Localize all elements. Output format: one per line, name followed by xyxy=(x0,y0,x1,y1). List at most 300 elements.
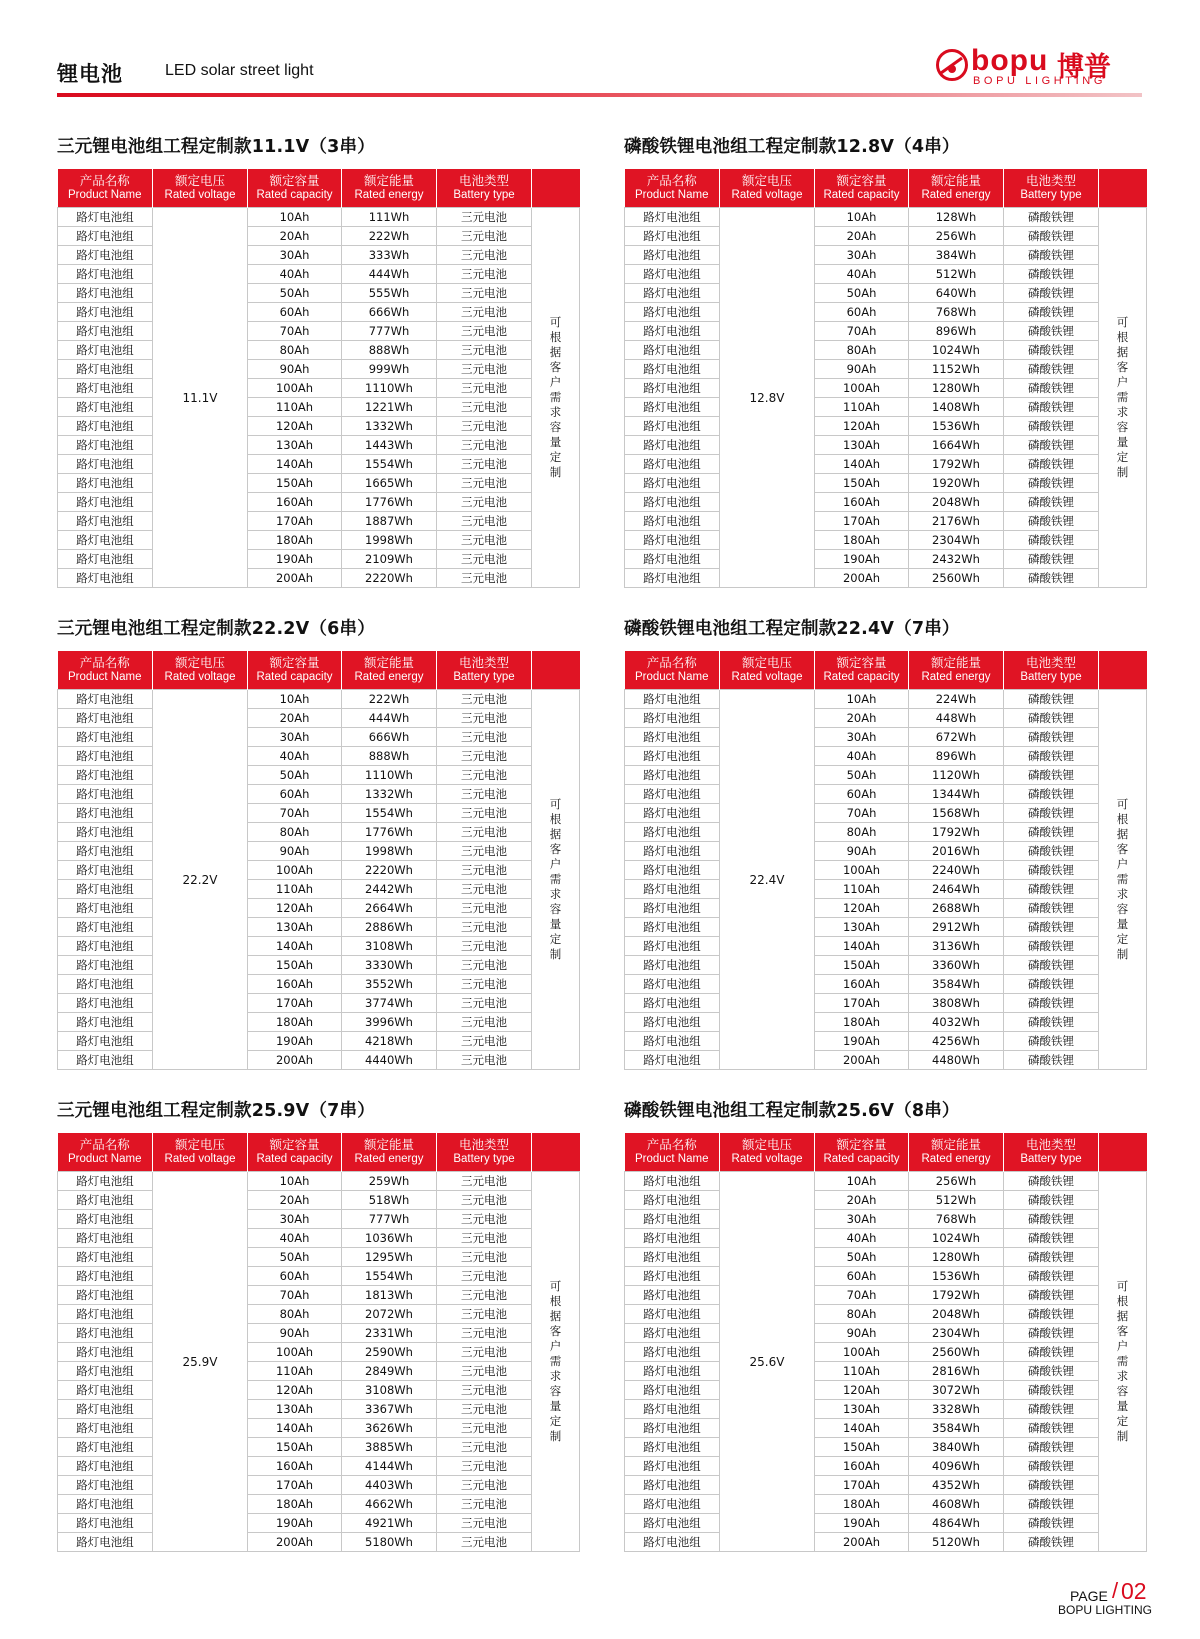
cell-rated-energy: 3136Wh xyxy=(909,937,1004,956)
column-header-cn: 电池类型 xyxy=(458,173,509,188)
cell-product-name: 路灯电池组 xyxy=(58,1013,153,1032)
table-row xyxy=(625,341,1147,360)
cell-rated-energy: 2016Wh xyxy=(909,842,1004,861)
cell-product-name: 路灯电池组 xyxy=(58,1514,153,1533)
cell-battery-type: 磷酸铁锂 xyxy=(1004,994,1099,1013)
cell-product-name: 路灯电池组 xyxy=(625,398,720,417)
cell-battery-type: 磷酸铁锂 xyxy=(1004,1051,1099,1070)
table-row xyxy=(58,861,580,880)
cell-rated-capacity: 170Ah xyxy=(248,994,342,1013)
cell-rated-energy: 1536Wh xyxy=(909,417,1004,436)
cell-rated-energy: 256Wh xyxy=(909,227,1004,246)
cell-battery-type: 三元电池 xyxy=(437,1305,532,1324)
cell-rated-energy: 1920Wh xyxy=(909,474,1004,493)
cell-battery-type: 磷酸铁锂 xyxy=(1004,1210,1099,1229)
table-row xyxy=(625,550,1147,569)
cell-customization-note xyxy=(1099,690,1147,1070)
cell-product-name: 路灯电池组 xyxy=(625,227,720,246)
cell-battery-type: 三元电池 xyxy=(437,360,532,379)
table-row xyxy=(625,1343,1147,1362)
cell-rated-capacity: 60Ah xyxy=(248,1267,342,1286)
cell-product-name: 路灯电池组 xyxy=(58,899,153,918)
cell-rated-energy: 672Wh xyxy=(909,728,1004,747)
cell-rated-energy: 2664Wh xyxy=(342,899,437,918)
column-header-en: Battery type xyxy=(453,189,515,201)
column-header-cn: 额定容量 xyxy=(836,655,887,670)
cell-rated-energy: 4403Wh xyxy=(342,1476,437,1495)
table-header-row xyxy=(58,651,580,690)
cell-rated-capacity: 50Ah xyxy=(815,1248,909,1267)
table-row xyxy=(625,455,1147,474)
table-row xyxy=(625,1457,1147,1476)
cell-battery-type: 三元电池 xyxy=(437,1248,532,1267)
cell-product-name: 路灯电池组 xyxy=(625,1248,720,1267)
cell-rated-energy: 1332Wh xyxy=(342,785,437,804)
section-title: 三元锂电池组工程定制款25.9V（7串） xyxy=(57,1101,375,1121)
cell-rated-capacity: 100Ah xyxy=(248,861,342,880)
table-row xyxy=(625,975,1147,994)
cell-battery-type: 三元电池 xyxy=(437,804,532,823)
cell-product-name: 路灯电池组 xyxy=(625,1381,720,1400)
cell-product-name: 路灯电池组 xyxy=(625,569,720,588)
cell-rated-energy: 1152Wh xyxy=(909,360,1004,379)
column-header xyxy=(815,169,909,208)
cell-rated-energy: 1792Wh xyxy=(909,1286,1004,1305)
table-row xyxy=(625,265,1147,284)
cell-rated-voltage: 22.2V xyxy=(153,690,248,1070)
cell-product-name: 路灯电池组 xyxy=(58,1362,153,1381)
cell-rated-energy: 1036Wh xyxy=(342,1229,437,1248)
cell-battery-type: 三元电池 xyxy=(437,1191,532,1210)
cell-rated-capacity: 200Ah xyxy=(248,1533,342,1552)
cell-product-name: 路灯电池组 xyxy=(58,880,153,899)
column-header-cn: 额定电压 xyxy=(174,1137,225,1152)
table-row xyxy=(625,1533,1147,1552)
cell-product-name: 路灯电池组 xyxy=(625,512,720,531)
column-header xyxy=(720,651,815,690)
table-row xyxy=(58,785,580,804)
cell-product-name: 路灯电池组 xyxy=(625,1286,720,1305)
cell-product-name: 路灯电池组 xyxy=(58,1457,153,1476)
cell-rated-capacity: 40Ah xyxy=(248,265,342,284)
cell-rated-capacity: 150Ah xyxy=(815,474,909,493)
table-row xyxy=(58,747,580,766)
table-row xyxy=(58,303,580,322)
cell-battery-type: 磷酸铁锂 xyxy=(1004,455,1099,474)
cell-rated-capacity: 190Ah xyxy=(248,1514,342,1533)
column-header-en: Product Name xyxy=(67,671,142,683)
cell-battery-type: 磷酸铁锂 xyxy=(1004,493,1099,512)
table-header-row xyxy=(58,169,580,208)
cell-rated-capacity: 20Ah xyxy=(248,709,342,728)
cell-rated-energy: 2048Wh xyxy=(909,493,1004,512)
cell-rated-energy: 3996Wh xyxy=(342,1013,437,1032)
cell-rated-energy: 3328Wh xyxy=(909,1400,1004,1419)
cell-battery-type: 三元电池 xyxy=(437,417,532,436)
cell-rated-capacity: 120Ah xyxy=(815,899,909,918)
cell-product-name: 路灯电池组 xyxy=(625,379,720,398)
cell-product-name: 路灯电池组 xyxy=(625,1343,720,1362)
cell-rated-energy: 3072Wh xyxy=(909,1381,1004,1400)
cell-rated-capacity: 150Ah xyxy=(248,1438,342,1457)
column-header-en: Product Name xyxy=(67,1153,142,1165)
cell-rated-capacity: 80Ah xyxy=(815,823,909,842)
cell-battery-type: 三元电池 xyxy=(437,550,532,569)
table-row xyxy=(58,1514,580,1533)
cell-rated-capacity: 180Ah xyxy=(248,531,342,550)
table-row xyxy=(625,690,1147,709)
cell-battery-type: 三元电池 xyxy=(437,937,532,956)
cell-product-name: 路灯电池组 xyxy=(625,709,720,728)
column-header xyxy=(1004,651,1099,690)
column-header xyxy=(815,651,909,690)
cell-product-name: 路灯电池组 xyxy=(58,994,153,1013)
table-row xyxy=(58,265,580,284)
cell-battery-type: 磷酸铁锂 xyxy=(1004,265,1099,284)
cell-rated-energy: 4864Wh xyxy=(909,1514,1004,1533)
column-header-en: Battery type xyxy=(1020,189,1082,201)
table-row xyxy=(58,550,580,569)
cell-battery-type: 三元电池 xyxy=(437,1343,532,1362)
cell-rated-energy: 2220Wh xyxy=(342,569,437,588)
cell-rated-capacity: 160Ah xyxy=(815,975,909,994)
section-title: 磷酸铁锂电池组工程定制款22.4V（7串） xyxy=(624,619,960,639)
table-row xyxy=(58,1438,580,1457)
cell-product-name: 路灯电池组 xyxy=(625,246,720,265)
spec-section xyxy=(624,616,1146,1070)
cell-rated-capacity: 150Ah xyxy=(248,956,342,975)
cell-rated-energy: 1221Wh xyxy=(342,398,437,417)
cell-battery-type: 磷酸铁锂 xyxy=(1004,227,1099,246)
cell-rated-energy: 3108Wh xyxy=(342,937,437,956)
column-header-cn: 额定容量 xyxy=(269,1137,320,1152)
cell-customization-note xyxy=(532,690,580,1070)
table-row xyxy=(625,303,1147,322)
cell-rated-energy: 1443Wh xyxy=(342,436,437,455)
table-row xyxy=(625,1362,1147,1381)
column-header xyxy=(1004,1133,1099,1172)
table-row xyxy=(625,493,1147,512)
spec-section xyxy=(57,1098,579,1552)
column-header-en: Battery type xyxy=(1020,671,1082,683)
column-header-cn: 额定电压 xyxy=(741,655,792,670)
table-row xyxy=(58,1305,580,1324)
cell-battery-type: 三元电池 xyxy=(437,1495,532,1514)
cell-rated-capacity: 30Ah xyxy=(815,246,909,265)
cell-rated-capacity: 40Ah xyxy=(248,1229,342,1248)
cell-product-name: 路灯电池组 xyxy=(625,956,720,975)
table-row xyxy=(58,227,580,246)
cell-rated-capacity: 170Ah xyxy=(815,1476,909,1495)
cell-rated-capacity: 120Ah xyxy=(815,1381,909,1400)
cell-rated-energy: 3885Wh xyxy=(342,1438,437,1457)
column-header-en: Rated energy xyxy=(921,671,991,683)
cell-product-name: 路灯电池组 xyxy=(625,322,720,341)
column-header-cn: 产品名称 xyxy=(646,173,697,188)
cell-rated-capacity: 120Ah xyxy=(248,899,342,918)
section-title: 三元锂电池组工程定制款22.2V（6串） xyxy=(57,619,375,639)
table-row xyxy=(58,1248,580,1267)
cell-battery-type: 磷酸铁锂 xyxy=(1004,1400,1099,1419)
cell-battery-type: 三元电池 xyxy=(437,1533,532,1552)
cell-rated-energy: 4662Wh xyxy=(342,1495,437,1514)
cell-rated-energy: 2048Wh xyxy=(909,1305,1004,1324)
cell-rated-energy: 2442Wh xyxy=(342,880,437,899)
cell-rated-capacity: 130Ah xyxy=(248,1400,342,1419)
cell-rated-energy: 222Wh xyxy=(342,690,437,709)
cell-product-name: 路灯电池组 xyxy=(58,1533,153,1552)
cell-product-name: 路灯电池组 xyxy=(625,1191,720,1210)
table-row xyxy=(58,322,580,341)
cell-rated-capacity: 120Ah xyxy=(248,1381,342,1400)
table-row xyxy=(58,1400,580,1419)
table-row xyxy=(625,379,1147,398)
table-row xyxy=(625,1051,1147,1070)
cell-product-name: 路灯电池组 xyxy=(58,455,153,474)
column-header xyxy=(625,651,720,690)
column-header-cn: 额定容量 xyxy=(269,173,320,188)
table-row xyxy=(58,379,580,398)
column-header-cn: 额定能量 xyxy=(363,173,414,188)
cell-battery-type: 磷酸铁锂 xyxy=(1004,1172,1099,1191)
table-row xyxy=(625,1381,1147,1400)
cell-rated-voltage: 25.6V xyxy=(720,1172,815,1552)
cell-rated-energy: 1792Wh xyxy=(909,823,1004,842)
column-header-cn: 额定容量 xyxy=(269,655,320,670)
cell-rated-capacity: 160Ah xyxy=(248,1457,342,1476)
column-header-en: Rated capacity xyxy=(256,189,333,201)
cell-battery-type: 三元电池 xyxy=(437,690,532,709)
cell-product-name: 路灯电池组 xyxy=(58,956,153,975)
cell-rated-capacity: 60Ah xyxy=(815,303,909,322)
cell-rated-capacity: 100Ah xyxy=(815,1343,909,1362)
cell-product-name: 路灯电池组 xyxy=(58,1419,153,1438)
cell-battery-type: 三元电池 xyxy=(437,1013,532,1032)
cell-product-name: 路灯电池组 xyxy=(58,728,153,747)
cell-product-name: 路灯电池组 xyxy=(625,1267,720,1286)
logo-subtitle: BOPU LIGHTING xyxy=(973,75,1106,87)
cell-rated-energy: 4144Wh xyxy=(342,1457,437,1476)
header-title-cn: 锂电池 xyxy=(57,62,123,86)
table-row xyxy=(58,804,580,823)
cell-product-name: 路灯电池组 xyxy=(625,1013,720,1032)
cell-rated-capacity: 40Ah xyxy=(815,265,909,284)
cell-rated-capacity: 10Ah xyxy=(815,208,909,227)
cell-rated-voltage: 25.9V xyxy=(153,1172,248,1552)
cell-rated-capacity: 190Ah xyxy=(815,1514,909,1533)
column-header xyxy=(58,1133,153,1172)
cell-battery-type: 三元电池 xyxy=(437,569,532,588)
cell-battery-type: 三元电池 xyxy=(437,303,532,322)
cell-rated-energy: 2886Wh xyxy=(342,918,437,937)
cell-rated-energy: 444Wh xyxy=(342,709,437,728)
cell-rated-capacity: 20Ah xyxy=(815,227,909,246)
cell-rated-energy: 768Wh xyxy=(909,1210,1004,1229)
table-row xyxy=(625,937,1147,956)
cell-battery-type: 三元电池 xyxy=(437,379,532,398)
cell-rated-capacity: 70Ah xyxy=(248,322,342,341)
table-row xyxy=(58,690,580,709)
cell-product-name: 路灯电池组 xyxy=(625,208,720,227)
cell-battery-type: 磷酸铁锂 xyxy=(1004,360,1099,379)
cell-battery-type: 三元电池 xyxy=(437,436,532,455)
spec-section xyxy=(624,1098,1146,1552)
column-header-en: Rated capacity xyxy=(256,671,333,683)
column-header-cn: 额定能量 xyxy=(363,1137,414,1152)
cell-rated-capacity: 50Ah xyxy=(815,766,909,785)
cell-rated-capacity: 90Ah xyxy=(248,842,342,861)
cell-product-name: 路灯电池组 xyxy=(58,918,153,937)
cell-product-name: 路灯电池组 xyxy=(625,493,720,512)
cell-product-name: 路灯电池组 xyxy=(58,1051,153,1070)
cell-rated-energy: 1568Wh xyxy=(909,804,1004,823)
table-row xyxy=(58,709,580,728)
column-header-cn: 产品名称 xyxy=(79,655,130,670)
cell-rated-energy: 1664Wh xyxy=(909,436,1004,455)
cell-battery-type: 磷酸铁锂 xyxy=(1004,1286,1099,1305)
cell-battery-type: 磷酸铁锂 xyxy=(1004,1438,1099,1457)
table-row xyxy=(625,861,1147,880)
column-header-cn: 额定电压 xyxy=(741,173,792,188)
cell-product-name: 路灯电池组 xyxy=(58,823,153,842)
bopu-logo xyxy=(935,44,1145,90)
cell-rated-energy: 768Wh xyxy=(909,303,1004,322)
column-header-blank xyxy=(1099,651,1147,690)
cell-product-name: 路灯电池组 xyxy=(625,1229,720,1248)
column-header-blank xyxy=(1099,169,1147,208)
cell-rated-capacity: 130Ah xyxy=(815,918,909,937)
spec-table xyxy=(624,651,1147,1070)
cell-rated-energy: 2176Wh xyxy=(909,512,1004,531)
cell-rated-energy: 888Wh xyxy=(342,341,437,360)
page-slash: / xyxy=(1112,1578,1119,1603)
cell-rated-capacity: 120Ah xyxy=(248,417,342,436)
table-row xyxy=(58,360,580,379)
cell-rated-energy: 4921Wh xyxy=(342,1514,437,1533)
cell-battery-type: 三元电池 xyxy=(437,1381,532,1400)
cell-rated-capacity: 30Ah xyxy=(815,1210,909,1229)
cell-battery-type: 磷酸铁锂 xyxy=(1004,379,1099,398)
column-header xyxy=(248,1133,342,1172)
table-row xyxy=(625,842,1147,861)
cell-rated-energy: 1295Wh xyxy=(342,1248,437,1267)
cell-rated-energy: 2109Wh xyxy=(342,550,437,569)
cell-battery-type: 磷酸铁锂 xyxy=(1004,842,1099,861)
cell-rated-energy: 1776Wh xyxy=(342,493,437,512)
cell-battery-type: 磷酸铁锂 xyxy=(1004,1362,1099,1381)
column-header-en: Rated voltage xyxy=(731,189,803,201)
table-row xyxy=(58,1267,580,1286)
column-header xyxy=(720,169,815,208)
cell-product-name: 路灯电池组 xyxy=(58,1286,153,1305)
cell-rated-capacity: 70Ah xyxy=(815,804,909,823)
cell-rated-capacity: 70Ah xyxy=(248,804,342,823)
cell-product-name: 路灯电池组 xyxy=(625,1438,720,1457)
table-row xyxy=(625,918,1147,937)
cell-rated-capacity: 20Ah xyxy=(248,1191,342,1210)
table-row xyxy=(58,1210,580,1229)
cell-rated-capacity: 100Ah xyxy=(248,379,342,398)
cell-product-name: 路灯电池组 xyxy=(58,417,153,436)
table-header-row xyxy=(625,1133,1147,1172)
table-row xyxy=(58,842,580,861)
cell-product-name: 路灯电池组 xyxy=(58,322,153,341)
cell-battery-type: 三元电池 xyxy=(437,823,532,842)
cell-product-name: 路灯电池组 xyxy=(625,766,720,785)
table-header-row xyxy=(625,651,1147,690)
cell-product-name: 路灯电池组 xyxy=(58,265,153,284)
table-row xyxy=(58,766,580,785)
cell-rated-energy: 1110Wh xyxy=(342,766,437,785)
cell-rated-capacity: 80Ah xyxy=(815,341,909,360)
table-row xyxy=(625,246,1147,265)
column-header-en: Rated capacity xyxy=(256,1153,333,1165)
cell-rated-energy: 3774Wh xyxy=(342,994,437,1013)
header-title-en: LED solar street light xyxy=(165,62,314,79)
column-header-cn: 产品名称 xyxy=(79,1137,130,1152)
table-row xyxy=(625,1419,1147,1438)
table-row xyxy=(625,880,1147,899)
cell-battery-type: 三元电池 xyxy=(437,785,532,804)
column-header-en: Product Name xyxy=(634,1153,709,1165)
table-row xyxy=(625,823,1147,842)
table-row xyxy=(625,436,1147,455)
cell-battery-type: 磷酸铁锂 xyxy=(1004,956,1099,975)
column-header-blank xyxy=(532,1133,580,1172)
cell-rated-energy: 512Wh xyxy=(909,265,1004,284)
cell-rated-energy: 2560Wh xyxy=(909,1343,1004,1362)
cell-rated-capacity: 100Ah xyxy=(815,379,909,398)
section-title: 磷酸铁锂电池组工程定制款25.6V（8串） xyxy=(624,1101,960,1121)
cell-product-name: 路灯电池组 xyxy=(625,417,720,436)
cell-rated-capacity: 80Ah xyxy=(248,823,342,842)
section-title: 三元锂电池组工程定制款11.1V（3串） xyxy=(57,137,375,157)
column-header-cn: 额定能量 xyxy=(930,173,981,188)
cell-battery-type: 磷酸铁锂 xyxy=(1004,709,1099,728)
cell-battery-type: 磷酸铁锂 xyxy=(1004,398,1099,417)
cell-battery-type: 磷酸铁锂 xyxy=(1004,1267,1099,1286)
cell-product-name: 路灯电池组 xyxy=(58,1343,153,1362)
cell-rated-capacity: 190Ah xyxy=(815,1032,909,1051)
cell-rated-capacity: 40Ah xyxy=(815,1229,909,1248)
cell-battery-type: 磷酸铁锂 xyxy=(1004,728,1099,747)
column-header xyxy=(58,169,153,208)
column-header-en: Battery type xyxy=(453,1153,515,1165)
cell-rated-energy: 222Wh xyxy=(342,227,437,246)
column-header-cn: 电池类型 xyxy=(1025,1137,1076,1152)
cell-rated-capacity: 80Ah xyxy=(248,341,342,360)
column-header-en: Rated energy xyxy=(354,1153,424,1165)
cell-rated-energy: 3360Wh xyxy=(909,956,1004,975)
cell-rated-energy: 1887Wh xyxy=(342,512,437,531)
cell-rated-energy: 2688Wh xyxy=(909,899,1004,918)
cell-rated-energy: 2331Wh xyxy=(342,1324,437,1343)
cell-battery-type: 三元电池 xyxy=(437,246,532,265)
cell-battery-type: 三元电池 xyxy=(437,918,532,937)
column-header-en: Product Name xyxy=(634,189,709,201)
column-header xyxy=(720,1133,815,1172)
cell-rated-energy: 3840Wh xyxy=(909,1438,1004,1457)
table-row xyxy=(625,1210,1147,1229)
cell-product-name: 路灯电池组 xyxy=(625,1324,720,1343)
cell-rated-energy: 1332Wh xyxy=(342,417,437,436)
cell-battery-type: 磷酸铁锂 xyxy=(1004,1381,1099,1400)
cell-rated-energy: 1280Wh xyxy=(909,1248,1004,1267)
cell-rated-energy: 1813Wh xyxy=(342,1286,437,1305)
cell-battery-type: 磷酸铁锂 xyxy=(1004,1514,1099,1533)
table-row xyxy=(625,747,1147,766)
cell-rated-energy: 896Wh xyxy=(909,322,1004,341)
